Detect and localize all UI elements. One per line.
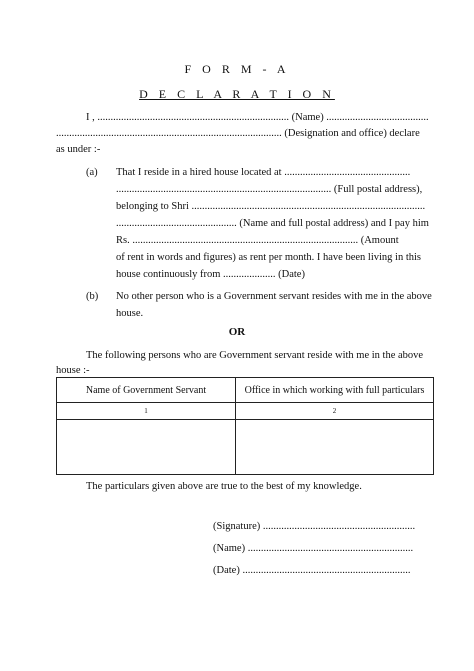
col-name-header: Name of Government Servant bbox=[57, 378, 236, 403]
signature-line: (Signature) .......................................................... bbox=[213, 521, 416, 532]
form-title: F O R M - A bbox=[184, 62, 290, 76]
clause-b-label: (b) bbox=[86, 291, 99, 302]
col-1-number: 1 bbox=[57, 403, 236, 420]
col-office-header: Office in which working with full particulars bbox=[236, 378, 434, 403]
table-header-row bbox=[57, 378, 434, 403]
clause-a-line-5: Rs. ...................................................................................... (Amount bbox=[116, 235, 399, 246]
following-line-2: house :- bbox=[56, 365, 90, 376]
clause-a-line-7: house continuously from .................... (Date) bbox=[116, 269, 305, 280]
clause-a-label: (a) bbox=[86, 167, 98, 178]
intro-line-3: as under :- bbox=[56, 144, 101, 155]
clause-b-line-1: No other person who is a Government servant resides with me in the above bbox=[116, 291, 432, 302]
name-entry-cell[interactable] bbox=[57, 420, 236, 475]
clause-a-line-3: belonging to Shri ......................................................................................... bbox=[116, 201, 426, 212]
government-servants-table bbox=[56, 377, 434, 475]
office-entry-cell[interactable] bbox=[236, 420, 434, 475]
date-line: (Date) ................................................................ bbox=[213, 565, 411, 576]
following-line-1: The following persons who are Government servant reside with me in the above bbox=[86, 350, 424, 361]
intro-line-1: I , ......................................................................... (Name) ....................................... bbox=[86, 112, 429, 123]
table-number-row bbox=[57, 403, 434, 420]
clause-a-line-2: .................................................................................. (Full postal address), bbox=[116, 184, 423, 195]
name-line: (Name) ............................................................... bbox=[213, 543, 414, 554]
closing-statement: The particulars given above are true to the best of my knowledge. bbox=[86, 481, 362, 492]
col-2-number: 2 bbox=[236, 403, 434, 420]
form-subtitle: D E C L A R A T I O N bbox=[139, 87, 335, 101]
clause-a-line-1: That I reside in a hired house located at ................................................ bbox=[116, 167, 411, 178]
clause-a-line-6: of rent in words and figures) as rent per month. I have been living in this bbox=[116, 252, 422, 263]
table-row bbox=[57, 420, 434, 475]
intro-line-2: ...................................................................................... (Designation and office) declare bbox=[56, 128, 420, 139]
clause-a-line-4: .............................................. (Name and full postal address) and I pay him bbox=[116, 218, 429, 229]
clause-b-line-2: house. bbox=[116, 308, 144, 319]
or-separator: OR bbox=[228, 326, 246, 338]
